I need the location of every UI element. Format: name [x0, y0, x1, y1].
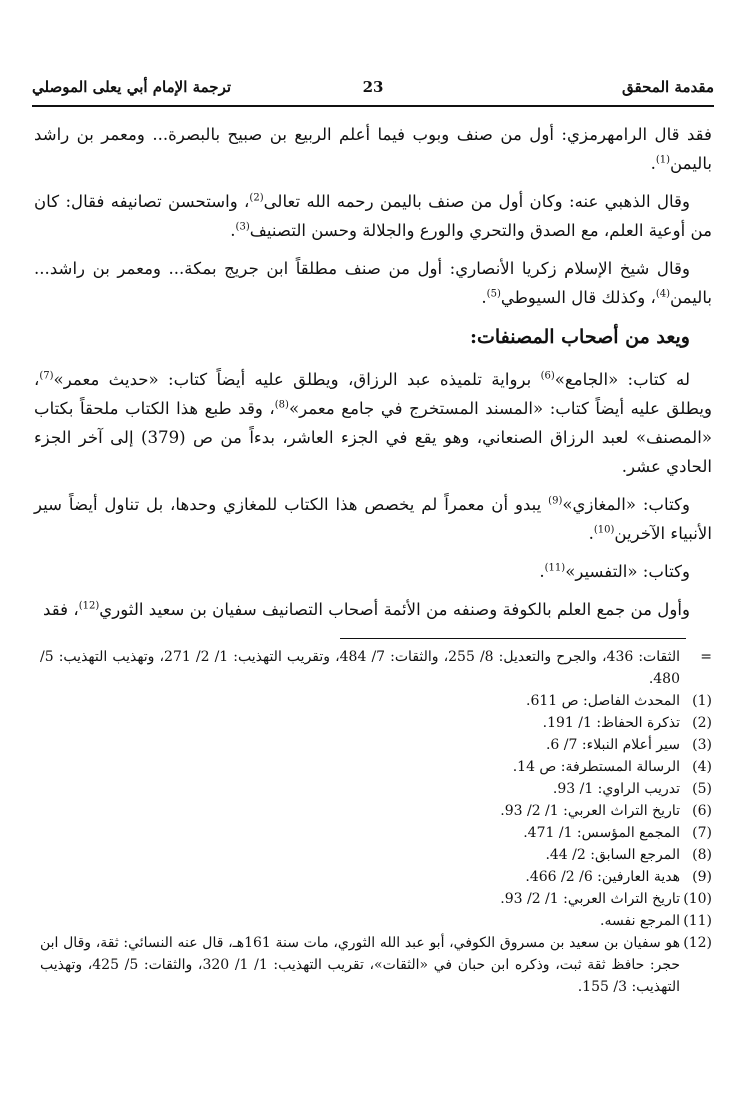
footnotes	[40, 646, 712, 998]
footnote-ref: (10)	[593, 524, 615, 536]
section-heading: ويعد من أصحاب المصنفات:	[469, 326, 690, 348]
footnote-text: الثقات: 436، والجرح والتعديل: 8/ 255، والثقات: 7/ 484، وتقريب التهذيب: 1/ 2/ 271، وتهذيب التهذيب: 5/ 480.	[40, 649, 680, 687]
footnote-ref: (5)	[486, 288, 501, 300]
footnote-number: (5)	[692, 781, 712, 797]
footnote-ref: (9)	[548, 495, 563, 507]
footnote	[40, 800, 712, 822]
footnote-number: (10)	[683, 891, 712, 907]
footnote-ref: (4)	[655, 288, 671, 300]
paragraph: وقال الذهبي عنه: وكان أول من صنف باليمن رحمه الله تعالى$^{(2)}$، واستحسن تصانيفه فقال: كان من أوعية العلم، مع الصدق والتحري والورع والجلالة وحسن التصنيف$^{(3)}$.	[34, 192, 712, 240]
footnote-ref: (12)	[78, 600, 100, 612]
footnote	[40, 932, 712, 998]
header-divider	[32, 105, 714, 107]
footnote	[40, 690, 712, 712]
footnote-ref: (1)	[655, 154, 671, 166]
paragraph: وقال شيخ الإسلام زكريا الأنصاري: أول من صنف مطلقاً ابن جريج بمكة... ومعمر بن راشد... باليمن$^{(4)}$، وكذلك قال السيوطي$^{(5)}$.	[34, 259, 712, 307]
footnote-ref: (7)	[39, 370, 54, 382]
footnote	[40, 734, 712, 756]
footnote-text: هو سفيان بن سعيد بن مسروق الكوفي، أبو عبد الله الثوري، مات سنة 161هـ، قال عنه النسائي: ثقة، وقال ابن حجر: حافظ ثقة ثبت، وذكره ابن حبان في «الثقات»، تقريب التهذيب: 1/ 1/ 320، والثقات: 5/ 425، وتهذيب التهذيب: 3/ 155.	[40, 935, 681, 995]
footnote-number: (1)	[692, 693, 712, 709]
footnote-text: المرجع السابق: 2/ 44.	[545, 847, 680, 863]
header-book-title: ترجمة الإمام أبي يعلى الموصلي	[32, 78, 232, 96]
footnote	[40, 822, 712, 844]
footnote-number: (2)	[692, 715, 712, 731]
footnote	[40, 844, 712, 866]
footnote	[40, 910, 712, 932]
footnote-number: (4)	[692, 759, 712, 775]
footnote	[40, 778, 712, 800]
footnote-text: المجمع المؤسس: 1/ 471.	[523, 825, 680, 841]
footnote-text: تذكرة الحفاظ: 1/ 191.	[542, 715, 680, 731]
footnote-number: =	[700, 649, 712, 665]
footnote	[40, 866, 712, 888]
header-page-number: 23	[362, 78, 384, 96]
paragraph: فقد قال الرامهرمزي: أول من صنف وبوب فيما أعلم الربيع بن صبيح بالبصرة... ومعمر بن راشد باليمن$^{(1)}$.	[34, 125, 712, 173]
footnote-number: (11)	[683, 913, 712, 929]
footnote	[40, 888, 712, 910]
footnote-text: هدية العارفين: 6/ 2/ 466.	[525, 869, 680, 885]
footnote-number: (6)	[692, 803, 712, 819]
paragraph: له كتاب: «الجامع»$^{(6)}$ برواية تلميذه عبد الرزاق، ويطلق عليه أيضاً كتاب: «حديث معمر»$^{(7)}$، ويطلق عليه أيضاً كتاب: «المسند المستخرج في جامع معمر»$^{(8)}$، وقد طبع هذا الكتاب ملحقاً بكتاب «المصنف» لعبد الرزاق الصنعاني، وهو يقع في الجزء العاشر، بدءاً من ص (379) إلى آخر الجزء الحادي عشر.	[34, 370, 712, 476]
footnote-text: الرسالة المستطرفة: ص 14.	[512, 759, 680, 775]
footnote-number: (3)	[692, 737, 712, 753]
footnote-text: تاريخ التراث العربي: 1/ 2/ 93.	[500, 803, 680, 819]
footnote-ref: (2)	[249, 192, 264, 204]
footnote-divider	[340, 638, 686, 639]
footnote-ref: (6)	[540, 370, 555, 382]
header-section-title: مقدمة المحقق	[622, 78, 714, 96]
footnote	[40, 756, 712, 778]
main-text	[34, 120, 712, 633]
footnote-number: (8)	[692, 847, 712, 863]
paragraph: وأول من جمع العلم بالكوفة وصنفه من الأئمة أصحاب التصانيف سفيان بن سعيد الثوري$^{(12)}$، فقد	[43, 600, 690, 619]
footnote	[40, 646, 712, 690]
paragraph: وكتاب: «التفسير»$^{(11)}$.	[539, 562, 690, 581]
footnote-text: تدريب الراوي: 1/ 93.	[552, 781, 680, 797]
footnote-ref: (3)	[235, 221, 250, 233]
footnote-text: المحدث الفاصل: ص 611.	[526, 693, 680, 709]
footnote	[40, 712, 712, 734]
footnote-ref: (8)	[274, 399, 289, 411]
paragraph: وكتاب: «المغازي»$^{(9)}$ يبدو أن معمراً لم يخصص هذا الكتاب للمغازي وحدها، بل تناول أيضاً سير الأنبياء الآخرين$^{(10)}$.	[34, 495, 712, 543]
footnote-number: (9)	[692, 869, 712, 885]
running-header	[32, 78, 714, 102]
footnote-number: (12)	[683, 935, 712, 951]
footnote-text: تاريخ التراث العربي: 1/ 2/ 93.	[500, 891, 680, 907]
footnote-number: (7)	[692, 825, 712, 841]
footnote-text: المرجع نفسه.	[600, 913, 680, 929]
footnote-text: سير أعلام النبلاء: 7/ 6.	[545, 737, 680, 753]
footnote-ref: (11)	[544, 562, 566, 574]
